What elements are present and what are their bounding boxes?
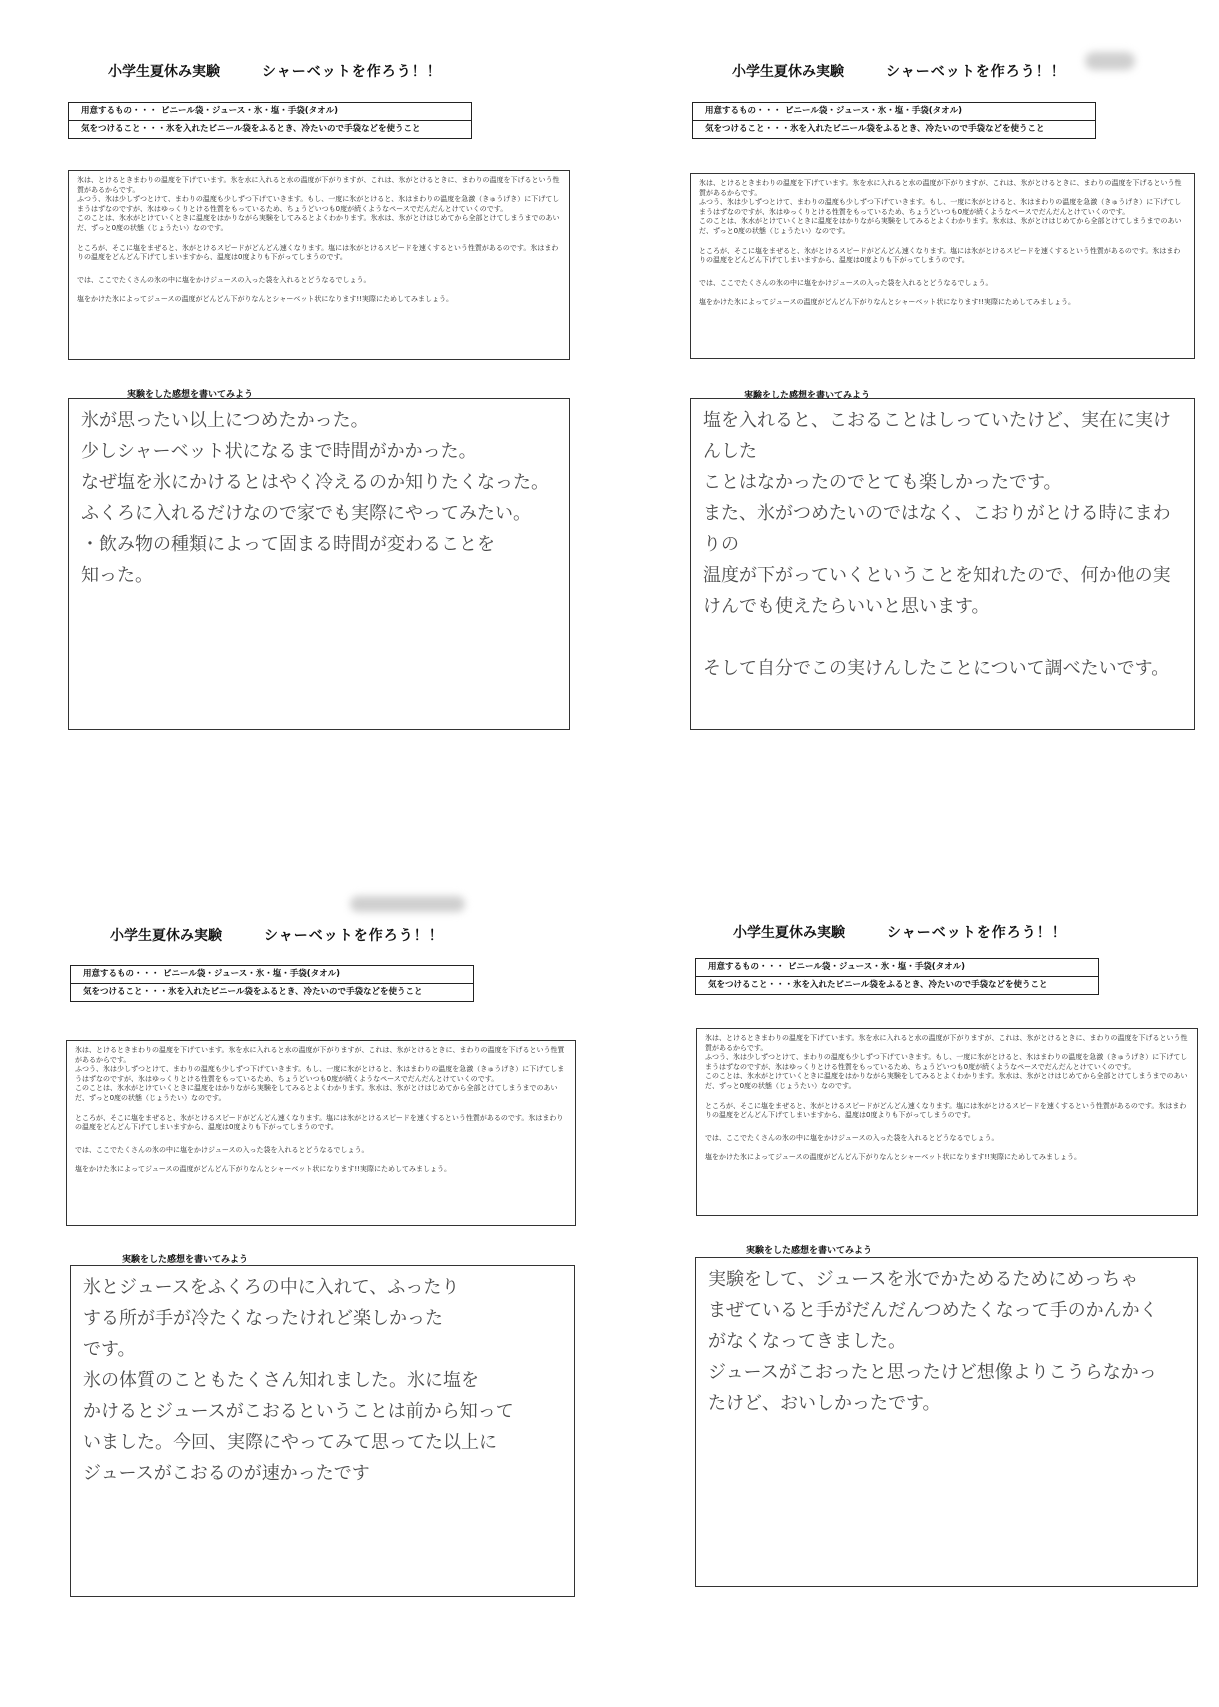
handwritten-line: 少しシャーベット状になるまで時間がかかった。 — [81, 441, 477, 462]
caution-row — [693, 120, 1095, 138]
supplies-text: ビニール袋・ジュース・氷・塩・手袋(タオル) — [161, 106, 339, 116]
explanation-paragraph: 氷は、とけるときまわりの温度を下げています。氷を水に入れると水の温度が下がりますが、これは、氷がとけるときに、まわりの温度を下げるという性質があるからです。 — [77, 176, 560, 194]
handwritten-line: ・飲み物の種類によって固まる時間が変わることを — [81, 534, 495, 555]
worksheet-title: 小学生夏休み実験 — [732, 64, 844, 80]
supplies-text: ビニール袋・ジュース・氷・塩・手袋(タオル) — [785, 106, 963, 116]
worksheet-title: 小学生夏休み実験 — [108, 64, 220, 80]
impression-answer-box — [70, 1265, 575, 1597]
caution-row — [696, 976, 1098, 994]
explanation-paragraph: ふつう、氷は少しずつとけて、まわりの温度も少しずつ下げていきます。もし、一度に氷がとけると、氷はまわりの温度を急激（きゅうげき）に下げてしまうはずなのですが、氷はゆっくりとける性質をもっているため、ちょうどいつも0度が続くようなペースでだんだんとけていくのです。 — [705, 1053, 1188, 1071]
explanation-paragraph: では、ここでたくさんの氷の中に塩をかけジュースの入った袋を入れるとどうなるでしょう。 — [705, 1133, 999, 1142]
supply-box — [68, 102, 472, 139]
supply-box — [692, 102, 1096, 139]
caution-label: 気をつけること・・・ — [81, 124, 167, 134]
handwritten-line: なぜ塩を氷にかけるとはやく冷えるのか知りたくなった。 — [81, 472, 549, 493]
handwritten-line: そして自分でこの実けんしたことについて調べたいです。 — [703, 658, 1170, 679]
explanation-paragraph: ふつう、氷は少しずつとけて、まわりの温度も少しずつ下げていきます。もし、一度に氷がとけると、氷はまわりの温度を急激（きゅうげき）に下げてしまうはずなのですが、氷はゆっくりとける性質をもっているため、ちょうどいつも0度が続くようなペースでだんだんとけていくのです。 — [77, 195, 560, 213]
caution-text: 氷を入れたビニール袋をふるとき、冷たいので手袋などを使うこと — [166, 124, 421, 134]
handwritten-line: 氷の体質のこともたくさん知れました。氷に塩を — [83, 1370, 479, 1391]
supply-box — [70, 965, 474, 1002]
handwritten-line: ジュースがこおったと思ったけど想像よりこうらなかっ — [708, 1362, 1157, 1383]
worksheet-subtitle: シャーベットを作ろう！！ — [887, 925, 1067, 941]
handwritten-line: ジュースがこおるのが速かったです — [83, 1463, 370, 1484]
explanation-paragraph: ふつう、氷は少しずつとけて、まわりの温度も少しずつ下げていきます。もし、一度に氷がとけると、氷はまわりの温度を急激（きゅうげき）に下げてしまうはずなのですが、氷はゆっくりとける性質をもっているため、ちょうどいつも0度が続くようなペースでだんだんとけていくのです。 — [699, 198, 1182, 216]
worksheet-title-row — [732, 61, 1066, 81]
handwritten-line: かけるとジュースがこおるということは前から知って — [83, 1401, 514, 1422]
handwritten-line: けんでも使えたらいいと思います。 — [703, 596, 990, 617]
supplies-label: 用意するもの・・・ — [81, 106, 158, 116]
worksheet-title: 小学生夏休み実験 — [110, 928, 222, 944]
explanation-paragraph: このことは、氷水がとけていくときに温度をはかりながら実験をしてみるとよくわかります。氷水は、氷がとけはじめてから全部とけてしまうまでのあいだ、ずっと0度の状態（じょうたい）なのです。 — [77, 214, 560, 232]
supplies-text: ビニール袋・ジュース・氷・塩・手袋(タオル) — [788, 962, 966, 972]
handwritten-line: 温度が下がっていくということを知れたので、何か他の実 — [703, 565, 1171, 586]
impression-answer-box — [68, 398, 570, 730]
impression-prompt: 実験をした感想を書いてみよう — [744, 391, 871, 401]
explanation-box — [68, 170, 570, 360]
handwritten-line: たけど、おいしかったです。 — [708, 1393, 941, 1414]
caution-label: 気をつけること・・・ — [83, 987, 169, 997]
worksheet-title-row — [108, 61, 442, 81]
explanation-paragraph: ところが、そこに塩をまぜると、氷がとけるスピードがどんどん速くなります。塩には氷がとけるスピードを速くするという性質があるのです。氷はまわりの温度をどんどん下げてしまいますから、温度は0度よりも下がってしまうのです。 — [77, 243, 559, 262]
handwritten-line: いました。今回、実際にやってみて思ってた以上に — [83, 1432, 497, 1453]
handwritten-line: 知った。 — [81, 565, 153, 586]
worksheet-title-row — [110, 925, 444, 945]
explanation-paragraph: 氷は、とけるときまわりの温度を下げています。氷を水に入れると水の温度が下がりますが、これは、氷がとけるときに、まわりの温度を下げるという性質があるからです。 — [705, 1034, 1188, 1052]
handwritten-line: がなくなってきました。 — [708, 1331, 906, 1352]
explanation-paragraph: 塩をかけた氷によってジュースの温度がどんどん下がりなんとシャーベット状になります!!実際にためしてみましょう。 — [77, 295, 453, 304]
explanation-paragraph: このことは、氷水がとけていくときに温度をはかりながら実験をしてみるとよくわかります。氷水は、氷がとけはじめてから全部とけてしまうまでのあいだ、ずっと0度の状態（じょうたい）なのです。 — [699, 217, 1182, 235]
redacted-name-top-right — [1085, 52, 1135, 70]
caution-row — [71, 983, 473, 1001]
supplies-text: ビニール袋・ジュース・氷・塩・手袋(タオル) — [163, 969, 341, 979]
explanation-paragraph: 塩をかけた氷によってジュースの温度がどんどん下がりなんとシャーベット状になります!!実際にためしてみましょう。 — [705, 1153, 1081, 1162]
explanation-box — [690, 173, 1195, 359]
supplies-row — [69, 103, 471, 120]
impression-prompt: 実験をした感想を書いてみよう — [127, 390, 254, 400]
handwritten-line: また、氷がつめたいのではなく、こおりがとける時にまわりの — [703, 503, 1171, 555]
explanation-paragraph: では、ここでたくさんの氷の中に塩をかけジュースの入った袋を入れるとどうなるでしょう。 — [699, 278, 993, 287]
supplies-row — [71, 966, 473, 983]
worksheet-title: 小学生夏休み実験 — [733, 925, 845, 941]
explanation-paragraph: ふつう、氷は少しずつとけて、まわりの温度も少しずつ下げていきます。もし、一度に氷がとけると、氷はまわりの温度を急激（きゅうげき）に下げてしまうはずなのですが、氷はゆっくりとける性質をもっているため、ちょうどいつも0度が続くようなペースでだんだんとけていくのです。 — [75, 1065, 565, 1083]
supplies-row — [696, 959, 1098, 976]
handwritten-line: ことはなかったのでとても楽しかったです。 — [703, 472, 1062, 493]
worksheet-title-row — [733, 922, 1067, 942]
handwritten-line: 氷とジュースをふくろの中に入れて、ふったり — [83, 1277, 460, 1298]
explanation-paragraph: ところが、そこに塩をまぜると、氷がとけるスピードがどんどん速くなります。塩には氷がとけるスピードを速くするという性質があるのです。氷はまわりの温度をどんどん下げてしまいますから、温度は0度よりも下がってしまうのです。 — [705, 1101, 1187, 1120]
supplies-label: 用意するもの・・・ — [83, 969, 160, 979]
explanation-paragraph: 塩をかけた氷によってジュースの温度がどんどん下がりなんとシャーベット状になります!!実際にためしてみましょう。 — [75, 1165, 451, 1174]
explanation-paragraph: 氷は、とけるときまわりの温度を下げています。氷を水に入れると水の温度が下がりますが、これは、氷がとけるときに、まわりの温度を下げるという性質があるからです。 — [75, 1046, 565, 1064]
impression-answer-box — [690, 398, 1195, 730]
explanation-paragraph: このことは、氷水がとけていくときに温度をはかりながら実験をしてみるとよくわかります。氷水は、氷がとけはじめてから全部とけてしまうまでのあいだ、ずっと0度の状態（じょうたい）なのです。 — [705, 1072, 1188, 1090]
caution-label: 気をつけること・・・ — [708, 980, 794, 990]
handwritten-line: 実験をして、ジュースを氷でかためるためにめっちゃ — [708, 1269, 1139, 1290]
worksheet-subtitle: シャーベットを作ろう！！ — [886, 64, 1066, 80]
handwritten-line: 塩を入れると、こおることはしっていたけど、実在に実けんした — [703, 410, 1171, 462]
supplies-label: 用意するもの・・・ — [708, 962, 785, 972]
handwritten-line — [703, 622, 1182, 653]
caution-text: 氷を入れたビニール袋をふるとき、冷たいので手袋などを使うこと — [793, 980, 1048, 990]
explanation-paragraph: 塩をかけた氷によってジュースの温度がどんどん下がりなんとシャーベット状になります!!実際にためしてみましょう。 — [699, 298, 1075, 307]
explanation-paragraph: 氷は、とけるときまわりの温度を下げています。氷を水に入れると水の温度が下がりますが、これは、氷がとけるときに、まわりの温度を下げるという性質があるからです。 — [699, 179, 1182, 197]
handwritten-line: ふくろに入れるだけなので家でも実際にやってみたい。 — [81, 503, 531, 524]
caution-row — [69, 120, 471, 138]
impression-answer-box — [695, 1257, 1198, 1587]
caution-text: 氷を入れたビニール袋をふるとき、冷たいので手袋などを使うこと — [168, 987, 423, 997]
handwritten-line: する所が手が冷たくなったけれど楽しかった — [83, 1308, 443, 1329]
handwritten-line: です。 — [83, 1339, 136, 1360]
explanation-paragraph: ところが、そこに塩をまぜると、氷がとけるスピードがどんどん速くなります。塩には氷がとけるスピードを速くするという性質があるのです。氷はまわりの温度をどんどん下げてしまいますから、温度は0度よりも下がってしまうのです。 — [699, 246, 1181, 265]
supplies-label: 用意するもの・・・ — [705, 106, 782, 116]
impression-prompt: 実験をした感想を書いてみよう — [122, 1255, 249, 1265]
redacted-name-bottom-left — [350, 896, 465, 912]
supplies-row — [693, 103, 1095, 120]
handwritten-line: まぜていると手がだんだんつめたくなって手のかんかく — [708, 1300, 1158, 1321]
explanation-paragraph: では、ここでたくさんの氷の中に塩をかけジュースの入った袋を入れるとどうなるでしょう。 — [77, 275, 371, 284]
handwritten-line: 氷が思ったい以上につめたかった。 — [81, 410, 369, 431]
explanation-paragraph: では、ここでたくさんの氷の中に塩をかけジュースの入った袋を入れるとどうなるでしょう。 — [75, 1145, 369, 1154]
explanation-paragraph: このことは、氷水がとけていくときに温度をはかりながら実験をしてみるとよくわかります。氷水は、氷がとけはじめてから全部とけてしまうまでのあいだ、ずっと0度の状態（じょうたい）なのです。 — [75, 1084, 558, 1102]
caution-text: 氷を入れたビニール袋をふるとき、冷たいので手袋などを使うこと — [790, 124, 1045, 134]
explanation-box — [66, 1040, 576, 1226]
explanation-paragraph: ところが、そこに塩をまぜると、氷がとけるスピードがどんどん速くなります。塩には氷がとけるスピードを速くするという性質があるのです。氷はまわりの温度をどんどん下げてしまいますから、温度は0度よりも下がってしまうのです。 — [75, 1113, 564, 1132]
explanation-box — [696, 1028, 1198, 1216]
worksheet-subtitle: シャーベットを作ろう！！ — [262, 64, 442, 80]
worksheet-subtitle: シャーベットを作ろう！！ — [264, 928, 444, 944]
caution-label: 気をつけること・・・ — [705, 124, 791, 134]
supply-box — [695, 958, 1099, 995]
impression-prompt: 実験をした感想を書いてみよう — [746, 1246, 873, 1256]
